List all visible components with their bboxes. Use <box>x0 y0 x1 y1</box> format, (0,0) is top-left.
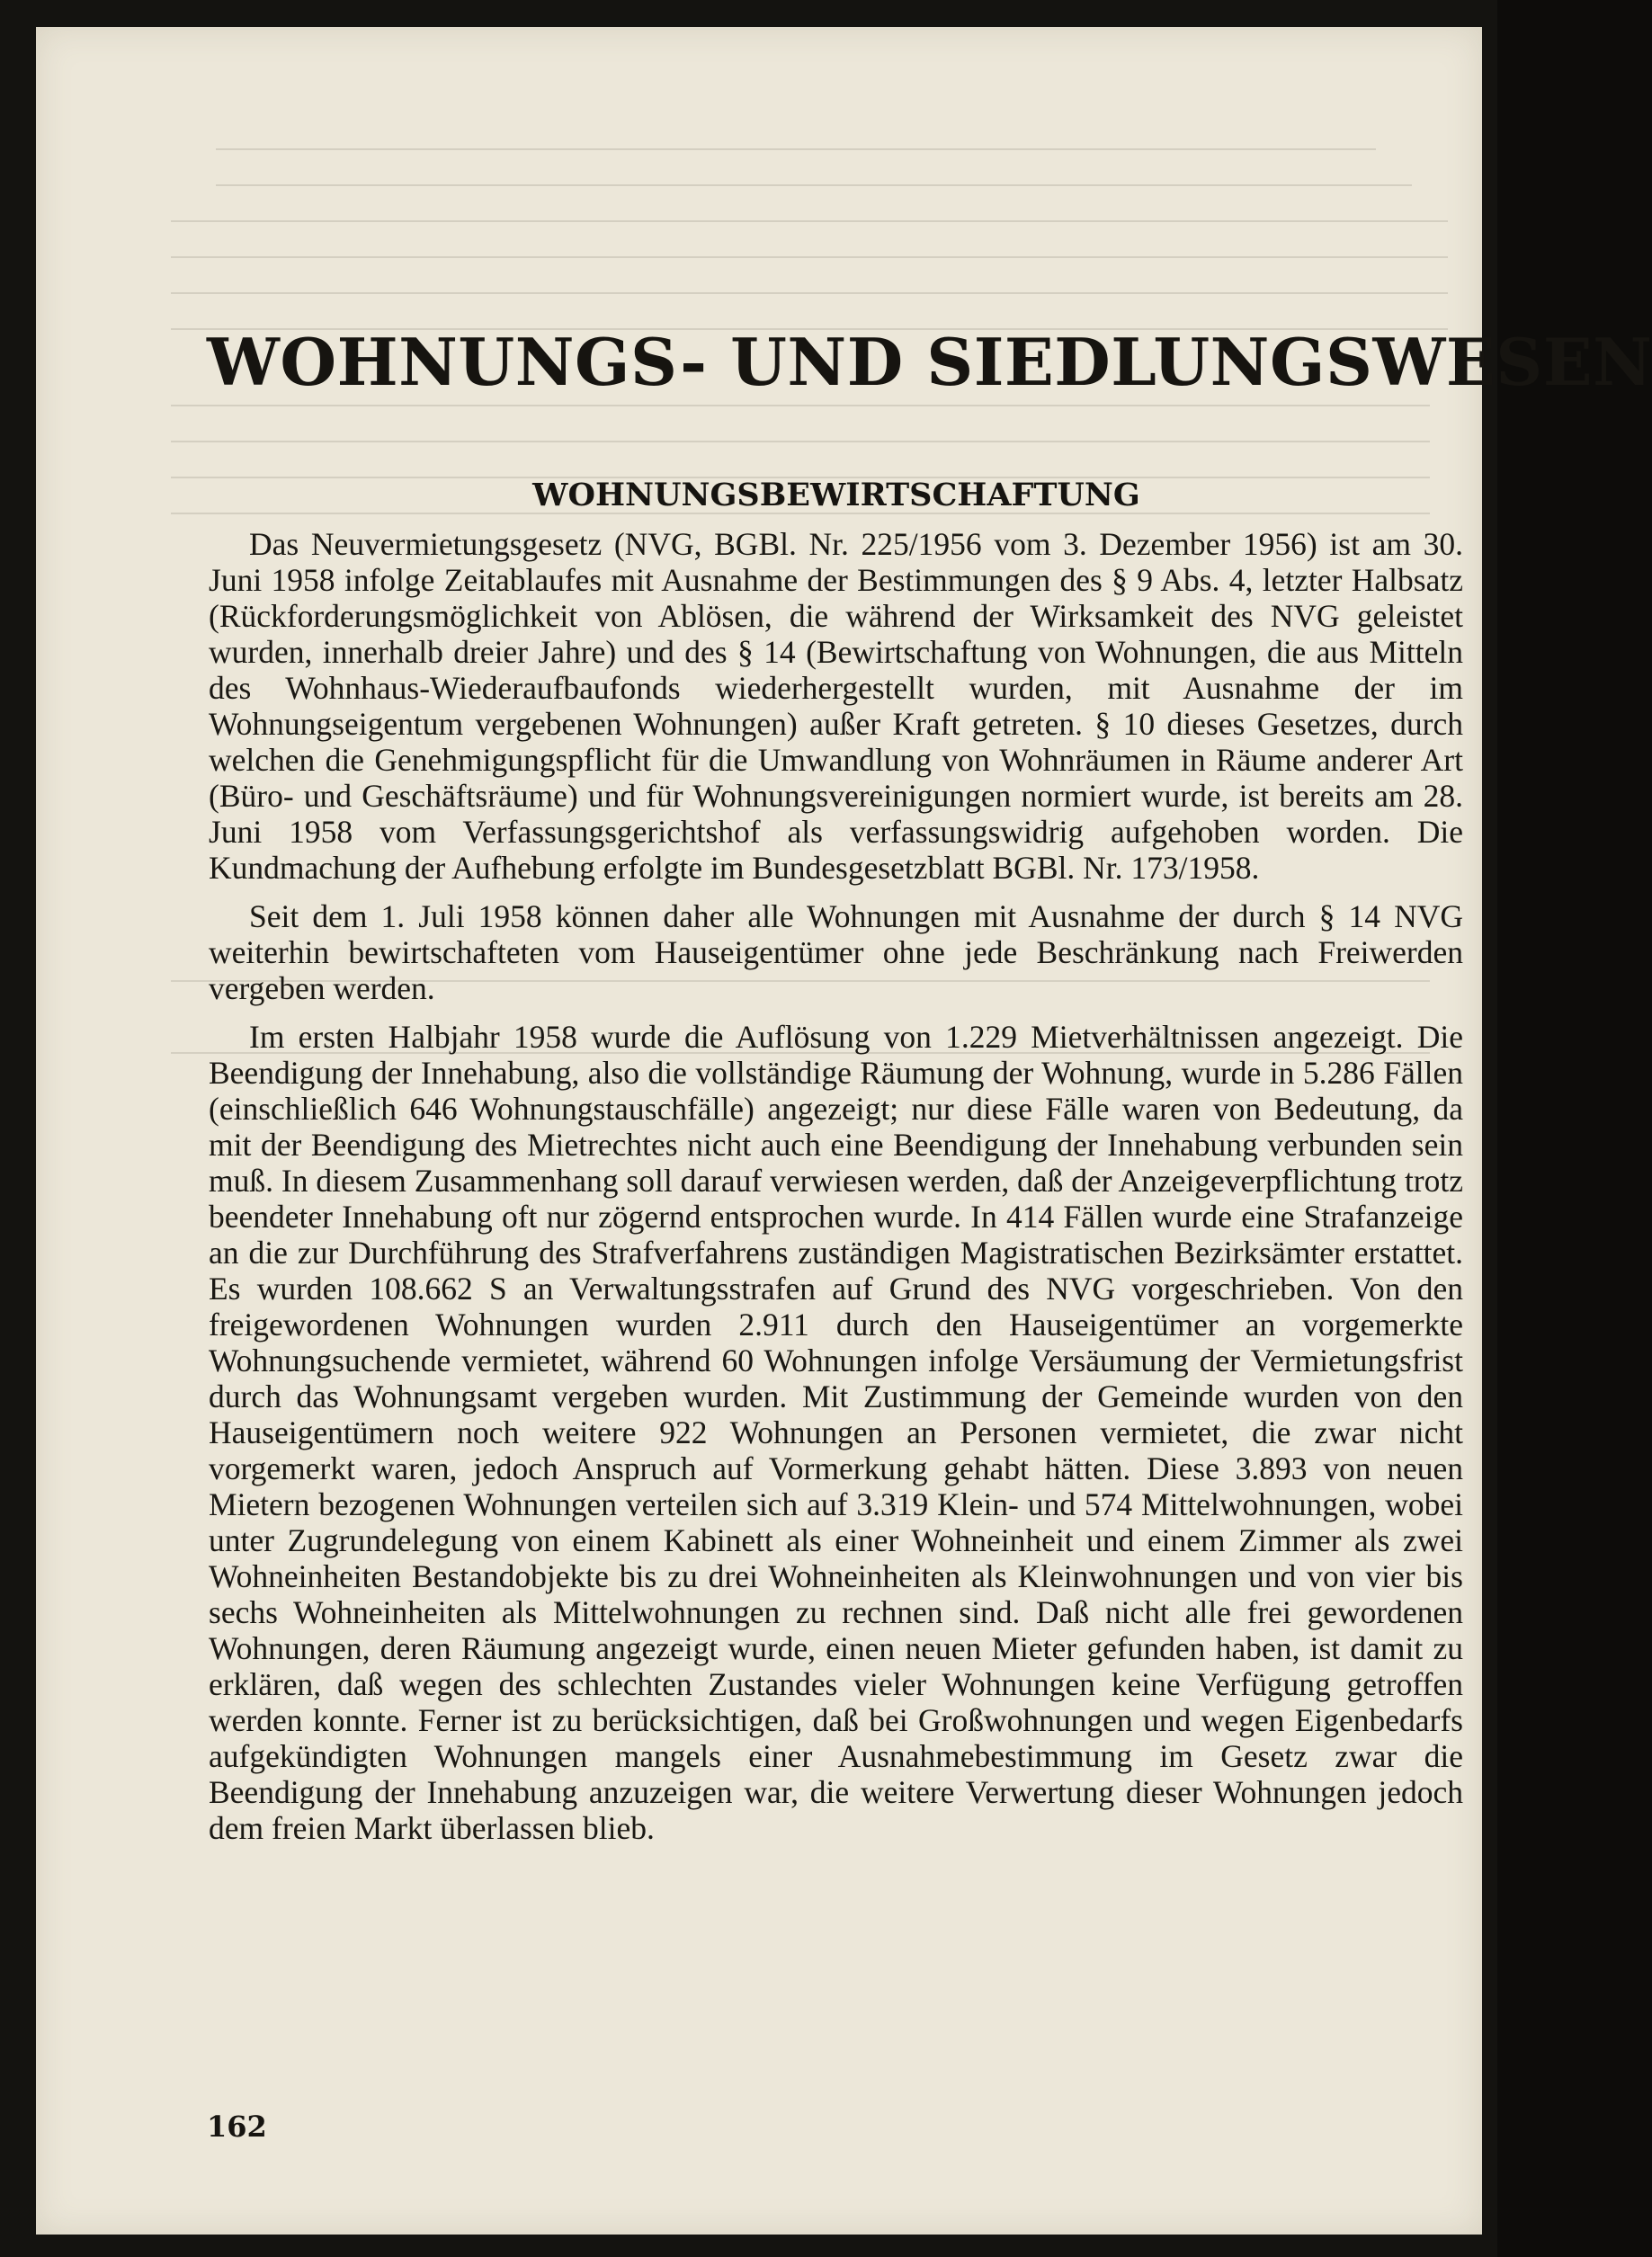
subsection-heading: WOHNUNGSBEWIRTSCHAFTUNG <box>532 477 1140 513</box>
paragraph: Im ersten Halbjahr 1958 wurde die Auflösung von 1.229 Mietverhältnissen angezeigt. Die Beendigung der Innehabung, also die vollständige Räumung der Wohnung, wurde in 5.286 Fällen (einschließlich 646 Wohnungstauschfälle) angezeigt; nur diese Fälle waren von Bedeutung, da mit der Beendigung des Mietrechtes nicht auch eine Beendigung der Innehabung verbunden sein muß. In diesem Zusammenhang soll darauf verwiesen werden, daß der Anzeigeverpflichtung trotz beendeter Innehabung oft nur zögernd entsprochen wurde. In 414 Fällen wurde eine Strafanzeige an die zur Durchführung des Strafverfahrens zuständigen Magistratischen Bezirksämter erstattet. Es wurden 108.662 S an Verwaltungsstrafen auf Grund des NVG vorgeschrieben. Von den freigewordenen Wohnungen wurden 2.911 durch den Hauseigentümer an vorgemerkte Wohnungsuchende vermietet, während 60 Wohnungen infolge Versäumung der Vermietungsfrist durch das Wohnungsamt vergeben wurden. Mit Zustimmung der Gemeinde wurden von den Hauseigentümern noch weitere 922 Wohnungen an Personen vermietet, die zwar nicht vorgemerkt waren, jedoch Anspruch auf Vormerkung gehabt hätten. Diese 3.893 von neuen Mietern bezogenen Wohnungen verteilen sich auf 3.319 Klein- und 574 Mittelwohnungen, wobei unter Zugrundelegung von einem Kabinett als einer Wohneinheit und einem Zimmer als zwei Wohneinheiten Bestandobjekte bis zu drei Wohneinheiten als Kleinwohnungen und von vier bis sechs Wohneinheiten als Mittelwohnungen zu rechnen sind. Daß nicht alle frei gewordenen Wohnungen, deren Räumung angezeigt wurde, einen neuen Mieter gefunden haben, ist damit zu erklären, daß wegen des schlechten Zustandes vieler Wohnungen keine Verfügung getroffen werden konnte. Ferner ist zu berücksichtigen, daß bei Großwohnungen und wegen Eigenbedarfs aufgekündigten Wohnungen mangels einer Ausnahmebestimmung im Gesetz zwar die Beendigung der Innehabung anzuzeigen war, die weitere Verwertung dieser Wohnungen jedoch dem freien Markt überlassen blieb. <box>209 1019 1463 1846</box>
section-heading: WOHNUNGS- UND SIEDLUNGSWESEN <box>207 324 1652 400</box>
page <box>36 27 1652 2235</box>
paragraph: Seit dem 1. Juli 1958 können daher alle Wohnungen mit Ausnahme der durch § 14 NVG weiterhin bewirtschafteten vom Hauseigentümer ohne jede Beschränkung nach Freiwerden vergeben werden. <box>209 898 1463 1006</box>
page-number: 162 <box>207 2110 267 2144</box>
body-text <box>209 526 1463 1859</box>
paragraph: Das Neuvermietungsgesetz (NVG, BGBl. Nr. 225/1956 vom 3. Dezember 1956) ist am 30. Juni 1958 infolge Zeitablaufes mit Ausnahme der Bestimmungen des § 9 Abs. 4, letzter Halbsatz (Rückforderungsmöglichkeit von Ablösen, die während der Wirksamkeit des NVG geleistet wurden, innerhalb dreier Jahre) und des § 14 (Bewirtschaftung von Wohnungen, die aus Mitteln des Wohnhaus-Wiederaufbaufonds wiederhergestellt wurden, mit Ausnahme der im Wohnungseigentum vergebenen Wohnungen) außer Kraft getreten. § 10 dieses Gesetzes, durch welchen die Genehmigungspflicht für die Umwandlung von Wohnräumen in Räume anderer Art (Büro- und Geschäftsräume) und für Wohnungsvereinigungen normiert wurde, ist bereits am 28. Juni 1958 vom Verfassungsgerichtshof als verfassungswidrig aufgehoben worden. Die Kundmachung der Aufhebung erfolgte im Bundesgesetzblatt BGBl. Nr. 173/1958. <box>209 526 1463 886</box>
